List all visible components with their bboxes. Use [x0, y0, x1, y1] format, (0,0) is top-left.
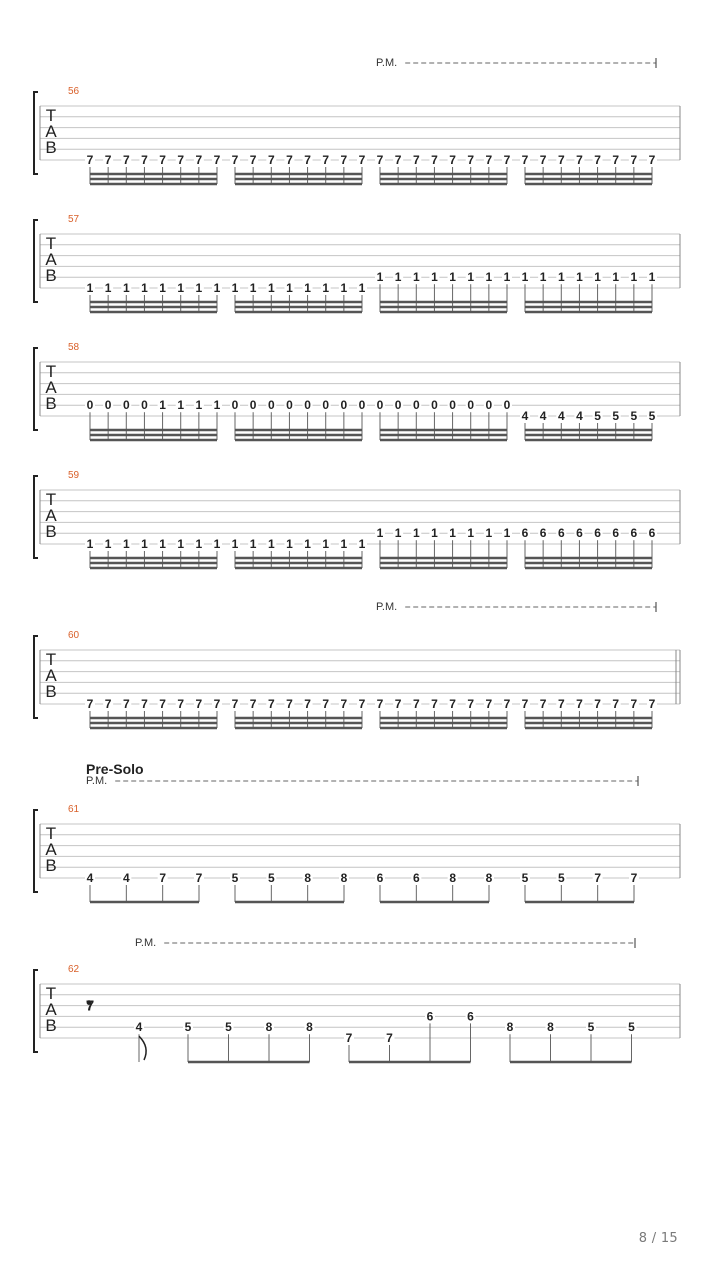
fret-number: 5 — [557, 871, 565, 885]
fret-number: 6 — [612, 526, 620, 541]
fret-number: 1 — [159, 281, 166, 295]
fret-number: 7 — [231, 697, 239, 711]
fret-number: 4 — [576, 409, 583, 423]
fret-number: 1 — [177, 281, 185, 295]
tab-clef-letter: B — [45, 1016, 57, 1035]
fret-number: 7 — [594, 871, 602, 885]
fret-number: 7 — [195, 153, 203, 167]
fret-number: 1 — [177, 537, 185, 551]
fret-number: 7 — [630, 697, 638, 711]
fret-number: 8 — [547, 1020, 554, 1035]
fret-number: 7 — [141, 153, 148, 167]
fret-number: 0 — [141, 398, 148, 413]
fret-number: 1 — [648, 270, 656, 285]
tab-clef-letter: T — [45, 650, 57, 669]
fret-number: 1 — [539, 270, 547, 285]
fret-number: 0 — [322, 398, 330, 413]
fret-number: 0 — [249, 398, 257, 413]
fret-number: 7 — [249, 697, 257, 711]
fret-number: 7 — [612, 697, 620, 711]
fret-number: 1 — [358, 537, 366, 551]
fret-number: 7 — [394, 697, 402, 711]
tab-system-58 — [34, 342, 680, 440]
fret-number: 1 — [213, 281, 221, 295]
fret-number: 0 — [467, 398, 475, 413]
fret-number: 7 — [539, 697, 547, 711]
fret-number: 1 — [213, 537, 221, 551]
tab-clef-letter: A — [45, 506, 57, 525]
tab-clef-letter: A — [45, 666, 57, 685]
fret-number: 1 — [195, 398, 203, 413]
fret-number: 0 — [122, 398, 130, 413]
fret-number: 7 — [286, 697, 293, 711]
staff-bracket — [34, 636, 38, 718]
tab-system-62 — [34, 937, 680, 1062]
fret-number: 7 — [340, 697, 348, 711]
fret-number: 1 — [412, 526, 420, 541]
fret-number: 1 — [177, 398, 185, 413]
fret-number: 7 — [557, 153, 565, 167]
fret-number: 7 — [521, 697, 529, 711]
fret-number: 1 — [358, 281, 366, 295]
fret-number: 7 — [304, 153, 311, 167]
fret-number: 7 — [322, 153, 330, 167]
fret-number: 0 — [267, 398, 275, 413]
fret-number: 7 — [159, 697, 166, 711]
fret-number: 1 — [122, 281, 130, 295]
fret-number: 1 — [467, 526, 475, 541]
note-flag — [139, 1036, 146, 1060]
fret-number: 1 — [141, 281, 148, 295]
fret-number: 7 — [449, 697, 456, 711]
fret-number: 1 — [340, 281, 348, 295]
measure-number: 57 — [68, 214, 80, 225]
fret-number: 1 — [467, 270, 475, 285]
fret-number: 1 — [231, 537, 239, 551]
fret-number: 7 — [304, 697, 311, 711]
fret-number: 7 — [122, 697, 130, 711]
fret-number: 1 — [322, 281, 330, 295]
fret-number: 5 — [587, 1020, 595, 1035]
fret-number: 7 — [213, 153, 221, 167]
fret-number: 7 — [340, 153, 348, 167]
fret-number: 1 — [412, 270, 420, 285]
fret-number: 6 — [412, 871, 420, 885]
palm-mute-label: P.M. — [86, 775, 108, 787]
palm-mute-label: P.M. — [376, 601, 398, 613]
tab-clef-letter: B — [45, 682, 57, 701]
section-title: Pre-Solo — [86, 761, 144, 777]
fret-number: 1 — [86, 537, 94, 551]
fret-number: 7 — [412, 153, 420, 167]
fret-number: 1 — [431, 270, 438, 285]
palm-mute-label: P.M. — [135, 937, 157, 949]
fret-number: 1 — [394, 526, 402, 541]
fret-number: 5 — [225, 1020, 232, 1035]
fret-number: 6 — [467, 1009, 474, 1024]
page-number: 8 / 15 — [638, 1231, 678, 1246]
fret-number: 7 — [345, 1031, 353, 1045]
fret-number: 5 — [231, 871, 239, 885]
fret-number: 7 — [249, 153, 257, 167]
fret-number: 1 — [376, 526, 384, 541]
fret-number: 1 — [213, 398, 221, 413]
fret-number: 0 — [412, 398, 420, 413]
fret-number: 7 — [412, 697, 420, 711]
fret-number: 5 — [628, 1020, 635, 1035]
fret-number: 7 — [177, 697, 185, 711]
fret-number: 7 — [503, 153, 511, 167]
fret-number: 0 — [340, 398, 348, 413]
fret-number: 7 — [358, 153, 366, 167]
tab-clef-letter: A — [45, 1000, 57, 1019]
fret-number: 0 — [431, 398, 438, 413]
fret-number: 7 — [386, 1031, 393, 1045]
fret-number: 7 — [449, 153, 456, 167]
tab-clef-letter: B — [45, 522, 57, 541]
fret-number: 5 — [521, 871, 529, 885]
fret-number: 8 — [485, 871, 493, 885]
fret-number: 1 — [557, 270, 565, 285]
fret-number: 4 — [557, 409, 565, 423]
staff-bracket — [34, 970, 38, 1052]
fret-number: 1 — [249, 281, 257, 295]
fret-number: 6 — [426, 1009, 434, 1024]
fret-number: 7 — [648, 697, 656, 711]
tab-clef-letter: T — [45, 106, 57, 125]
fret-number: 1 — [612, 270, 620, 285]
rest-symbol: 7 — [85, 997, 95, 1015]
fret-number: 7 — [286, 153, 293, 167]
fret-number: 1 — [431, 526, 438, 541]
tab-system-60 — [34, 601, 680, 728]
fret-number: 1 — [521, 270, 529, 285]
tab-clef-letter: B — [45, 856, 57, 875]
fret-number: 1 — [304, 281, 311, 295]
fret-number: 0 — [503, 398, 511, 413]
fret-number: 1 — [122, 537, 130, 551]
fret-number: 1 — [86, 281, 94, 295]
fret-number: 1 — [195, 537, 203, 551]
staff-bracket — [34, 92, 38, 174]
fret-number: 1 — [159, 398, 166, 413]
fret-number: 7 — [86, 153, 94, 167]
fret-number: 6 — [521, 526, 529, 541]
fret-number: 7 — [267, 153, 275, 167]
fret-number: 0 — [449, 398, 456, 413]
tab-clef-letter: T — [45, 984, 57, 1003]
fret-number: 7 — [503, 697, 511, 711]
fret-number: 6 — [557, 526, 565, 541]
tab-clef-letter: T — [45, 490, 57, 509]
fret-number: 8 — [306, 1020, 313, 1035]
fret-number: 7 — [104, 697, 112, 711]
fret-number: 7 — [86, 697, 94, 711]
fret-number: 7 — [539, 153, 547, 167]
fret-number: 0 — [104, 398, 112, 413]
fret-number: 7 — [557, 697, 565, 711]
fret-number: 8 — [304, 871, 312, 885]
fret-number: 7 — [159, 871, 167, 885]
tab-clef-letter: B — [45, 266, 57, 285]
fret-number: 8 — [340, 871, 348, 885]
fret-number: 1 — [503, 526, 511, 541]
fret-number: 7 — [594, 697, 601, 711]
fret-number: 1 — [394, 270, 402, 285]
fret-number: 1 — [322, 537, 330, 551]
fret-number: 1 — [104, 281, 112, 295]
fret-number: 6 — [648, 526, 656, 541]
fret-number: 1 — [159, 537, 166, 551]
fret-number: 0 — [358, 398, 366, 413]
fret-number: 7 — [358, 697, 366, 711]
fret-number: 4 — [86, 871, 94, 885]
fret-number: 6 — [576, 526, 583, 541]
staff-bracket — [34, 220, 38, 302]
fret-number: 1 — [286, 281, 293, 295]
fret-number: 1 — [249, 537, 257, 551]
fret-number: 5 — [612, 409, 620, 423]
tab-system-57 — [34, 214, 680, 312]
fret-number: 1 — [449, 270, 456, 285]
staff-bracket — [34, 348, 38, 430]
fret-number: 7 — [322, 697, 330, 711]
fret-number: 1 — [267, 281, 275, 295]
fret-number: 1 — [286, 537, 293, 551]
fret-number: 7 — [431, 697, 438, 711]
fret-number: 6 — [630, 526, 638, 541]
fret-number: 6 — [539, 526, 547, 541]
fret-number: 1 — [576, 270, 583, 285]
fret-number: 7 — [467, 697, 475, 711]
tab-system-61 — [34, 761, 680, 902]
fret-number: 0 — [231, 398, 239, 413]
tab-system-59 — [34, 470, 680, 568]
fret-number: 1 — [267, 537, 275, 551]
fret-number: 5 — [267, 871, 275, 885]
fret-number: 5 — [184, 1020, 192, 1035]
fret-number: 6 — [594, 526, 601, 541]
fret-number: 1 — [104, 537, 112, 551]
fret-number: 4 — [521, 409, 529, 423]
fret-number: 4 — [135, 1020, 143, 1035]
fret-number: 7 — [177, 153, 185, 167]
measure-number: 56 — [68, 86, 80, 97]
measure-number: 60 — [68, 630, 80, 641]
fret-number: 7 — [104, 153, 112, 167]
fret-number: 7 — [122, 153, 130, 167]
tab-clef-letter: A — [45, 250, 57, 269]
tab-clef-letter: B — [45, 394, 57, 413]
fret-number: 7 — [231, 153, 239, 167]
fret-number: 1 — [195, 281, 203, 295]
tab-clef-letter: T — [45, 824, 57, 843]
fret-number: 8 — [449, 871, 457, 885]
measure-number: 58 — [68, 342, 80, 353]
fret-number: 1 — [340, 537, 348, 551]
tab-clef-letter: A — [45, 840, 57, 859]
fret-number: 0 — [304, 398, 311, 413]
fret-number: 1 — [141, 537, 148, 551]
fret-number: 7 — [630, 153, 638, 167]
fret-number: 1 — [449, 526, 456, 541]
fret-number: 7 — [576, 697, 583, 711]
fret-number: 1 — [231, 281, 239, 295]
fret-number: 7 — [376, 153, 384, 167]
fret-number: 7 — [267, 697, 275, 711]
fret-number: 7 — [467, 153, 475, 167]
fret-number: 0 — [86, 398, 94, 413]
fret-number: 0 — [485, 398, 493, 413]
fret-number: 0 — [394, 398, 402, 413]
fret-number: 5 — [594, 409, 601, 423]
tab-clef-letter: T — [45, 362, 57, 381]
fret-number: 7 — [394, 153, 402, 167]
palm-mute-label: P.M. — [376, 57, 398, 69]
tab-clef-letter: B — [45, 138, 57, 157]
fret-number: 7 — [376, 697, 384, 711]
fret-number: 4 — [122, 871, 130, 885]
fret-number: 5 — [630, 409, 638, 423]
tab-clef-letter: A — [45, 378, 57, 397]
fret-number: 0 — [376, 398, 384, 413]
fret-number: 1 — [630, 270, 638, 285]
fret-number: 7 — [213, 697, 221, 711]
tab-clef-letter: A — [45, 122, 57, 141]
fret-number: 1 — [485, 526, 493, 541]
fret-number: 1 — [503, 270, 511, 285]
fret-number: 7 — [141, 697, 148, 711]
fret-number: 5 — [648, 409, 656, 423]
fret-number: 7 — [594, 153, 601, 167]
fret-number: 1 — [485, 270, 493, 285]
fret-number: 7 — [521, 153, 529, 167]
fret-number: 7 — [431, 153, 438, 167]
fret-number: 8 — [265, 1020, 273, 1035]
staff-bracket — [34, 476, 38, 558]
fret-number: 7 — [648, 153, 656, 167]
fret-number: 7 — [195, 697, 203, 711]
staff-bracket — [34, 810, 38, 892]
fret-number: 1 — [304, 537, 311, 551]
fret-number: 6 — [376, 871, 384, 885]
fret-number: 7 — [612, 153, 620, 167]
measure-number: 59 — [68, 470, 80, 481]
measure-number: 62 — [68, 964, 80, 975]
fret-number: 0 — [286, 398, 293, 413]
fret-number: 7 — [630, 871, 638, 885]
fret-number: 1 — [594, 270, 601, 285]
fret-number: 7 — [159, 153, 166, 167]
fret-number: 4 — [539, 409, 547, 423]
fret-number: 1 — [376, 270, 384, 285]
measure-number: 61 — [68, 804, 80, 815]
fret-number: 7 — [485, 697, 493, 711]
fret-number: 8 — [506, 1020, 514, 1035]
tab-system-56 — [34, 57, 680, 184]
fret-number: 7 — [195, 871, 203, 885]
fret-number: 7 — [576, 153, 583, 167]
tab-clef-letter: T — [45, 234, 57, 253]
fret-number: 7 — [485, 153, 493, 167]
